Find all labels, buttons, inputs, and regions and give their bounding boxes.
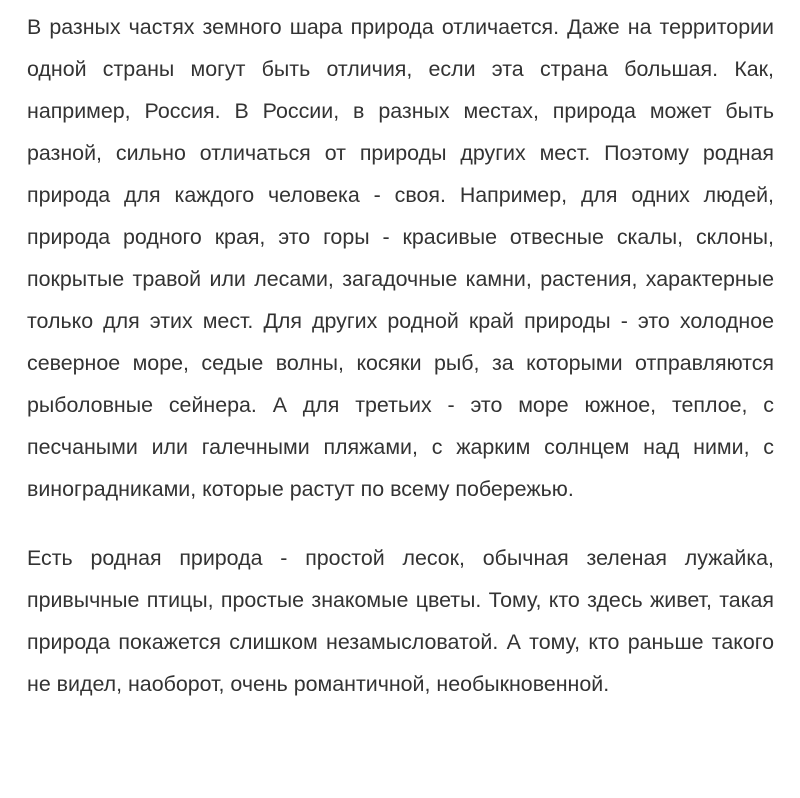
paragraph-2: Есть родная природа - простой лесок, обычная зеленая лужайка, привычные птицы, простые знакомые цветы. Тому, кто здесь живет, такая природа покажется слишком незамысловатой. А тому, кто раньше такого не видел, наоборот, очень романтичной, необыкновенной.: [27, 546, 774, 696]
document-body: [27, 6, 774, 705]
paragraph-1: В разных частях земного шара природа отличается. Даже на территории одной страны могут быть отличия, если эта страна большая. Как, например, Россия. В России, в разных местах, природа может быть разной, сильно отличаться от природы других мест. Поэтому родная природа для каждого человека - своя. Например, для одних людей, природа родного края, это горы - красивые отвесные скалы, склоны, покрытые травой или лесами, загадочные камни, растения, характерные только для этих мест. Для других родной край природы - это холодное северное море, седые волны, косяки рыб, за которыми отправляются рыболовные сейнера. А для третьих - это море южное, теплое, с песчаными или галечными пляжами, с жарким солнцем над ними, с виноградниками, которые растут по всему побережью.: [27, 15, 774, 501]
